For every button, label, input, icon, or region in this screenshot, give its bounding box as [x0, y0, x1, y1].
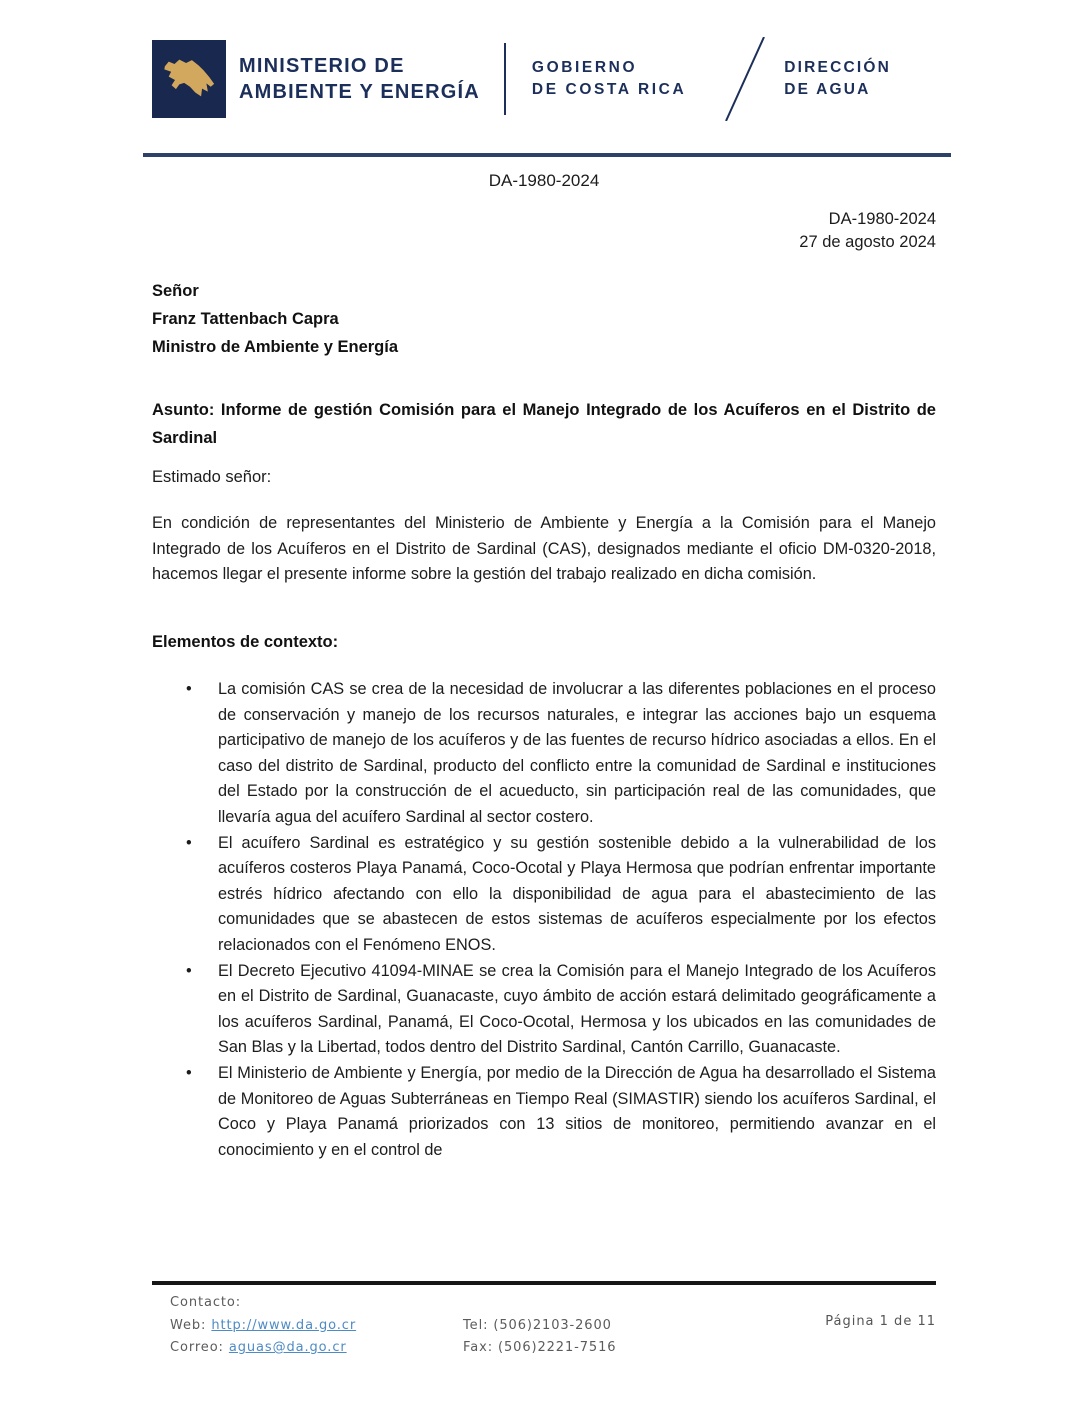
costa-rica-map-icon	[160, 53, 218, 105]
footer-rule	[152, 1281, 936, 1285]
footer-web-label: Web:	[170, 1317, 212, 1333]
vertical-divider	[504, 43, 506, 115]
recipient-salutation: Señor	[152, 282, 199, 300]
footer-mail-row	[170, 1337, 936, 1360]
recipient-title: Ministro de Ambiente y Energía	[152, 338, 399, 356]
greeting: Estimado señor:	[152, 468, 272, 486]
recipient-block	[152, 277, 398, 361]
bullet-item: • El Decreto Ejecutivo 41094-MINAE se crea la Comisión para el Manejo Integrado de los Acuíferos en el Distrito de Sardinal, Guanacaste, cuyo ámbito de acción estará delimitado geográficamente a los acuíferos Sardinal, Panamá, El Coco-Ocotal, Hermosa y los ubicados en las comunidades de San Blas y la Libertad, todos dentro del Distrito Sardinal, Cantón Carrillo, Guanacaste.	[218, 959, 936, 1061]
ministry-name	[239, 53, 480, 105]
ministry-name-line2: AMBIENTE Y ENERGÍA	[239, 81, 480, 103]
footer-contact-label: Contacto:	[170, 1295, 242, 1310]
footer-email-link[interactable]: aguas@da.go.cr	[228, 1340, 347, 1355]
page-number: Página 1 de 11	[825, 1314, 936, 1329]
context-bullet-list	[152, 677, 936, 1163]
bullet-item: • La comisión CAS se crea de la necesidad de involucrar a las diferentes poblaciones en el proceso de conservación y manejo de los recursos naturales, e integrar las acciones bajo un esquema participativo de manejo de los acuíferos y de las fuentes de recurso hídrico asociadas a ellos. En el caso del distrito de Sardinal, producto del conflicto entre la comunidad de Sardinal e instituciones del Estado por la construcción de el acueducto, sin participación real de las comunidades, que llevaría agua del acuífero Sardinal al sector costero.	[218, 677, 936, 831]
footer	[170, 1292, 936, 1360]
letterhead	[152, 40, 942, 118]
government-name	[532, 57, 686, 101]
slash-divider-icon	[722, 37, 768, 121]
document-date: 27 de agosto 2024	[799, 233, 936, 251]
intro-paragraph: En condición de representantes del Ministerio de Ambiente y Energía a la Comisión para el Manejo Integrado de los Acuíferos en el Distrito de Sardinal (CAS), designados mediante el oficio DM-0320-2018, hacemos llegar el presente informe sobre la gestión del trabajo realizado en dicha comisión.	[152, 514, 936, 584]
section-heading: Elementos de contexto:	[152, 633, 339, 651]
ministry-logo	[152, 40, 226, 118]
bullet-item: • El acuífero Sardinal es estratégico y su gestión sostenible debido a la vulnerabilidad de los acuíferos costeros Playa Panamá, Coco-Ocotal y Playa Hermosa que podrían enfrentar importante estrés hídrico afectando con ello la disponibilidad de agua para el abastecimiento de las comunidades que se abastecen de estos sistemas de acuíferos especialmente por los efectos relacionados con el Fenómeno ENOS.	[218, 831, 936, 959]
bullet-item: • El Ministerio de Ambiente y Energía, por medio de la Dirección de Agua ha desarrollado el Sistema de Monitoreo de Aguas Subterráneas en Tiempo Real (SIMASTIR) siendo los acuíferos Sardinal, el Coco y Playa Panamá priorizados con 13 sitios de monitoreo, permitiendo avanzar en el conocimiento y en el control de	[218, 1061, 936, 1163]
direction-name-line1: DIRECCIÓN	[784, 59, 892, 76]
footer-fax: Fax: (506)2221-7516	[463, 1340, 617, 1355]
direction-name-line2: DE AGUA	[784, 81, 871, 98]
document-reference-right: DA-1980-2024	[828, 210, 936, 228]
government-name-line1: GOBIERNO	[531, 59, 638, 76]
header-rule	[143, 153, 951, 157]
subject-line: Asunto: Informe de gestión Comisión para el Manejo Integrado de los Acuíferos en el Distrito de Sardinal	[152, 401, 936, 447]
footer-tel: Tel: (506)2103-2600	[463, 1317, 612, 1333]
government-name-line2: DE COSTA RICA	[531, 81, 687, 98]
footer-web-row	[170, 1315, 936, 1338]
footer-web-link[interactable]: http://www.da.go.cr	[211, 1317, 357, 1333]
document-reference-centered: DA-1980-2024	[488, 171, 600, 190]
reference-date-block	[799, 208, 936, 254]
footer-correo-label: Correo:	[170, 1340, 229, 1355]
ministry-name-line1: MINISTERIO DE	[239, 55, 405, 77]
recipient-name: Franz Tattenbach Capra	[152, 310, 339, 328]
direction-name	[784, 57, 891, 101]
